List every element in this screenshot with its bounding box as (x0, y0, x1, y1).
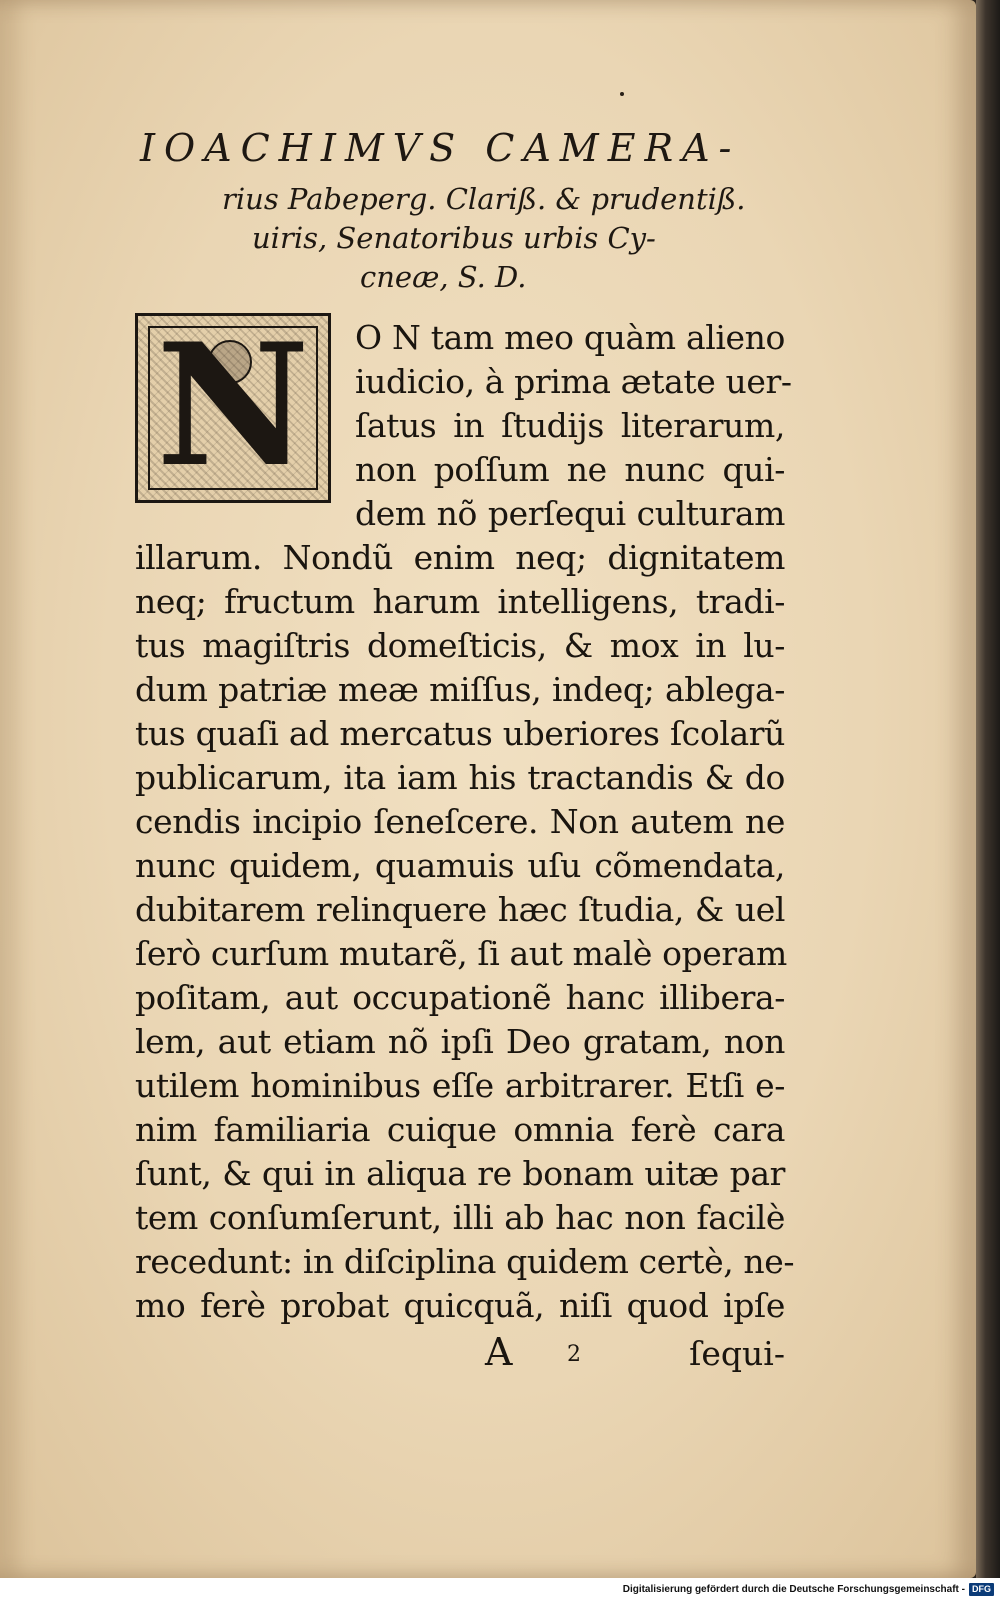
body-line: dem nõ perſequi culturam (355, 494, 785, 533)
heading-line-3: uiris, Senatoribus urbis Cy- (252, 221, 656, 255)
initial-letter: N (156, 313, 310, 503)
body-line: non poſſum ne nunc qui- (355, 450, 785, 489)
body-line: poſitam, aut occupationẽ hanc illibera- (135, 978, 785, 1017)
signature-mark: A (485, 1330, 513, 1374)
digitization-credit (623, 1581, 994, 1597)
body-line: cendis incipio ſeneſcere. Non autem ne (135, 802, 785, 841)
body-line: iudicio, à prima ætate uer- (355, 362, 792, 401)
body-line: dubitarem relinquere hæc ſtudia, & uel (135, 890, 785, 929)
body-line: illarum. Nondũ enim neq; dignitatem (135, 538, 785, 577)
page-edge-shadow (976, 0, 1000, 1578)
body-line: O N tam meo quàm alieno (355, 318, 785, 357)
body-line: mo ferè probat quicquã, niſi quod ipſe (135, 1286, 785, 1325)
signature-number: 2 (567, 1342, 581, 1367)
body-line: tus quaſi ad mercatus uberiores ſcolarũ (135, 714, 785, 753)
body-line: publicarum, ita iam his tractandis & do (135, 758, 785, 797)
credit-text: Digitalisierung gefördert durch die Deutsche Forschungsgemeinschaft - (622, 1583, 965, 1595)
body-line: nunc quidem, quamuis uſu cõmendata, (135, 846, 785, 885)
heading-line-2: rius Pabeperg. Clariß. & prudentiß. (222, 182, 746, 216)
body-line: utilem hominibus eſſe arbitrarer. Etſi e- (135, 1066, 785, 1105)
body-line: lem, aut etiam nõ ipſi Deo gratam, non (135, 1022, 785, 1061)
body-line: tus magiſtris domeſticis, & mox in lu- (135, 626, 785, 665)
heading-line-4: cneæ, S. D. (360, 260, 527, 294)
body-line: ſatus in ſtudijs literarum, (355, 406, 785, 445)
signature-row (485, 1330, 785, 1374)
catchword: ſequi- (689, 1334, 785, 1373)
body-line: nim familiaria cuique omnia ferè cara (135, 1110, 785, 1149)
body-line: ſerò curſum mutarẽ, ſi aut malè operam (135, 934, 787, 973)
dfg-logo-icon: DFG (969, 1583, 994, 1596)
body-line: neq; fructum harum intelligens, tradi- (135, 582, 785, 621)
ink-speck (620, 92, 624, 96)
body-line: tem conſumſerunt, illi ab hac non facilè (135, 1198, 785, 1237)
body-line: recedunt: in diſciplina quidem certè, ne- (135, 1242, 795, 1281)
woodcut-initial (135, 313, 331, 503)
body-line: ſunt, & qui in aliqua re bonam uitæ par (135, 1154, 785, 1193)
body-line: dum patriæ meæ miſſus, indeq; ablega- (135, 670, 785, 709)
heading-line-1: IOACHIMVS CAMERA- (140, 126, 741, 170)
